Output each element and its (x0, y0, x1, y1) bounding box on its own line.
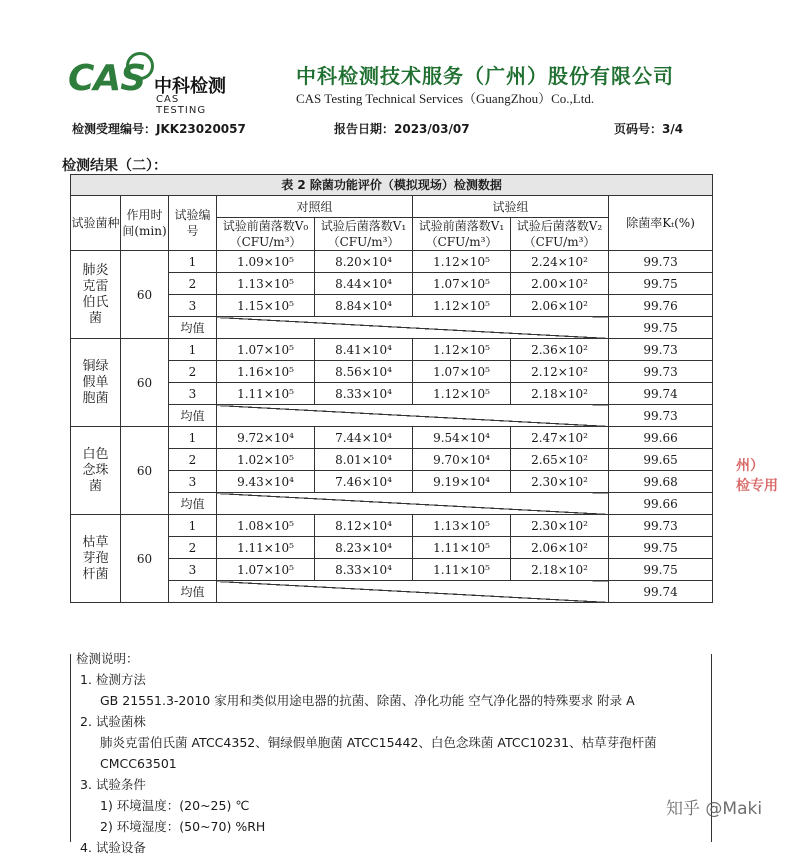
company-name-zh: 中科检测技术服务（广州）股份有限公司 (296, 64, 674, 88)
control-after-cell: 8.12×10⁴ (315, 515, 413, 537)
test-before-cell: 1.07×10⁵ (413, 361, 511, 383)
table-row (71, 515, 713, 537)
table-title: 表 2 除菌功能评价（模拟现场）检测数据 (71, 175, 713, 196)
species-cell: 枯草芽孢杆菌 (71, 515, 121, 603)
rate-cell: 99.75 (609, 537, 713, 559)
time-cell: 60 (121, 339, 169, 427)
rate-cell: 99.66 (609, 427, 713, 449)
report-date: 报告日期：2023/03/07 (334, 122, 470, 136)
rate-cell: 99.74 (609, 383, 713, 405)
time-cell: 60 (121, 515, 169, 603)
control-after-cell: 8.56×10⁴ (315, 361, 413, 383)
rate-cell: 99.73 (609, 515, 713, 537)
frame-left-border (70, 654, 71, 842)
mean-diagonal-cell (217, 317, 609, 339)
test-after-cell: 2.06×10² (511, 537, 609, 559)
header-test-after: 试验后菌落数V₂（CFU/m³） (511, 218, 609, 251)
test-before-cell: 1.12×10⁵ (413, 251, 511, 273)
logo-cas: CAS (68, 58, 146, 99)
species-cell: 铜绿假单胞菌 (71, 339, 121, 427)
notes-title: 检测说明： (76, 651, 139, 666)
test-after-cell: 2.30×10² (511, 471, 609, 493)
control-before-cell: 1.16×10⁵ (217, 361, 315, 383)
control-before-cell: 1.09×10⁵ (217, 251, 315, 273)
note-strain-heading: 2. 试验菌株 (80, 714, 146, 729)
control-before-cell: 1.11×10⁵ (217, 537, 315, 559)
control-after-cell: 7.46×10⁴ (315, 471, 413, 493)
number-cell: 1 (169, 339, 217, 361)
mean-value: 99.66 (609, 493, 713, 515)
test-after-cell: 2.30×10² (511, 515, 609, 537)
mean-label: 均值 (169, 405, 217, 427)
control-before-cell: 1.15×10⁵ (217, 295, 315, 317)
note-condition-heading: 3. 试验条件 (80, 777, 146, 792)
control-before-cell: 1.07×10⁵ (217, 559, 315, 581)
control-before-cell: 1.02×10⁵ (217, 449, 315, 471)
test-after-cell: 2.65×10² (511, 449, 609, 471)
control-after-cell: 8.41×10⁴ (315, 339, 413, 361)
test-after-cell: 2.06×10² (511, 295, 609, 317)
control-before-cell: 1.11×10⁵ (217, 383, 315, 405)
test-before-cell: 1.13×10⁵ (413, 515, 511, 537)
number-cell: 2 (169, 361, 217, 383)
header-test-before: 试验前菌落数V₁（CFU/m³） (413, 218, 511, 251)
number-cell: 3 (169, 559, 217, 581)
number-cell: 3 (169, 295, 217, 317)
header-number: 试验编号 (169, 196, 217, 251)
note-temperature: 1) 环境温度：(20~25) ℃ (100, 798, 250, 813)
time-cell: 60 (121, 251, 169, 339)
rate-cell: 99.73 (609, 339, 713, 361)
test-before-cell: 1.07×10⁵ (413, 273, 511, 295)
number-cell: 1 (169, 251, 217, 273)
test-after-cell: 2.36×10² (511, 339, 609, 361)
notes-section (76, 648, 716, 858)
mean-value: 99.74 (609, 581, 713, 603)
test-before-cell: 1.12×10⁵ (413, 339, 511, 361)
number-cell: 2 (169, 273, 217, 295)
test-after-cell: 2.18×10² (511, 559, 609, 581)
mean-value: 99.73 (609, 405, 713, 427)
test-before-cell: 9.54×10⁴ (413, 427, 511, 449)
table-row (71, 339, 713, 361)
rate-cell: 99.75 (609, 559, 713, 581)
note-strain-text-cont: CMCC63501 (100, 756, 177, 771)
header-control-after: 试验后菌落数V₁（CFU/m³） (315, 218, 413, 251)
note-method-text: GB 21551.3-2010 家用和类似用途电器的抗菌、除菌、净化功能 空气净化器的特殊要求 附录 A (100, 693, 635, 708)
number-cell: 3 (169, 471, 217, 493)
test-after-cell: 2.24×10² (511, 251, 609, 273)
header-time: 作用时间(min) (121, 196, 169, 251)
rate-cell: 99.73 (609, 361, 713, 383)
company-logo (68, 58, 228, 116)
logo-en: CAS TESTING (156, 94, 207, 116)
time-cell: 60 (121, 427, 169, 515)
test-before-cell: 1.12×10⁵ (413, 295, 511, 317)
section-title: 检测结果（二）： (62, 158, 167, 174)
rate-cell: 99.75 (609, 273, 713, 295)
official-stamp: 州） 检专用 (736, 458, 778, 494)
note-humidity: 2) 环境湿度：(50~70) %RH (100, 819, 266, 834)
note-method-heading: 1. 检测方法 (80, 672, 146, 687)
mean-diagonal-cell (217, 493, 609, 515)
number-cell: 1 (169, 515, 217, 537)
control-before-cell: 9.72×10⁴ (217, 427, 315, 449)
note-equipment-heading: 4. 试验设备 (80, 840, 146, 855)
control-after-cell: 8.33×10⁴ (315, 559, 413, 581)
rate-cell: 99.68 (609, 471, 713, 493)
control-before-cell: 1.08×10⁵ (217, 515, 315, 537)
mean-diagonal-cell (217, 581, 609, 603)
mean-label: 均值 (169, 317, 217, 339)
test-before-cell: 1.12×10⁵ (413, 383, 511, 405)
test-before-cell: 1.11×10⁵ (413, 559, 511, 581)
header-control-before: 试验前菌落数V₀（CFU/m³） (217, 218, 315, 251)
test-after-cell: 2.12×10² (511, 361, 609, 383)
species-cell: 白色念珠菌 (71, 427, 121, 515)
control-after-cell: 8.33×10⁴ (315, 383, 413, 405)
note-strain-text: 肺炎克雷伯氏菌 ATCC4352、铜绿假单胞菌 ATCC15442、白色念珠菌 ATCC10231、枯草芽孢杆菌 (100, 735, 657, 750)
header-test: 试验组 (413, 196, 609, 218)
test-before-cell: 9.19×10⁴ (413, 471, 511, 493)
table-row (71, 251, 713, 273)
species-cell: 肺炎克雷伯氏菌 (71, 251, 121, 339)
mean-diagonal-cell (217, 405, 609, 427)
logo-zh: 中科检测 (154, 76, 226, 97)
header-control: 对照组 (217, 196, 413, 218)
control-after-cell: 8.23×10⁴ (315, 537, 413, 559)
company-name-en: CAS Testing Technical Services（GuangZhou）Co.,Ltd. (296, 91, 595, 106)
control-after-cell: 8.84×10⁴ (315, 295, 413, 317)
header-rate: 除菌率Kₜ(%) (609, 196, 713, 251)
header-species: 试验菌种 (71, 196, 121, 251)
test-after-cell: 2.00×10² (511, 273, 609, 295)
test-after-cell: 2.18×10² (511, 383, 609, 405)
rate-cell: 99.65 (609, 449, 713, 471)
control-before-cell: 9.43×10⁴ (217, 471, 315, 493)
test-after-cell: 2.47×10² (511, 427, 609, 449)
control-before-cell: 1.07×10⁵ (217, 339, 315, 361)
accept-number: 检测受理编号：JKK23020057 (72, 122, 246, 136)
mean-value: 99.75 (609, 317, 713, 339)
control-after-cell: 8.20×10⁴ (315, 251, 413, 273)
number-cell: 1 (169, 427, 217, 449)
rate-cell: 99.73 (609, 251, 713, 273)
mean-label: 均值 (169, 581, 217, 603)
control-before-cell: 1.13×10⁵ (217, 273, 315, 295)
test-before-cell: 1.11×10⁵ (413, 537, 511, 559)
page-number: 页码号：3/4 (614, 122, 684, 136)
control-after-cell: 8.44×10⁴ (315, 273, 413, 295)
number-cell: 2 (169, 537, 217, 559)
rate-cell: 99.76 (609, 295, 713, 317)
test-before-cell: 9.70×10⁴ (413, 449, 511, 471)
table-row (71, 427, 713, 449)
control-after-cell: 7.44×10⁴ (315, 427, 413, 449)
mean-label: 均值 (169, 493, 217, 515)
number-cell: 3 (169, 383, 217, 405)
control-after-cell: 8.01×10⁴ (315, 449, 413, 471)
zhihu-watermark: 知乎 @Maki (666, 799, 763, 819)
results-table (70, 174, 713, 603)
number-cell: 2 (169, 449, 217, 471)
